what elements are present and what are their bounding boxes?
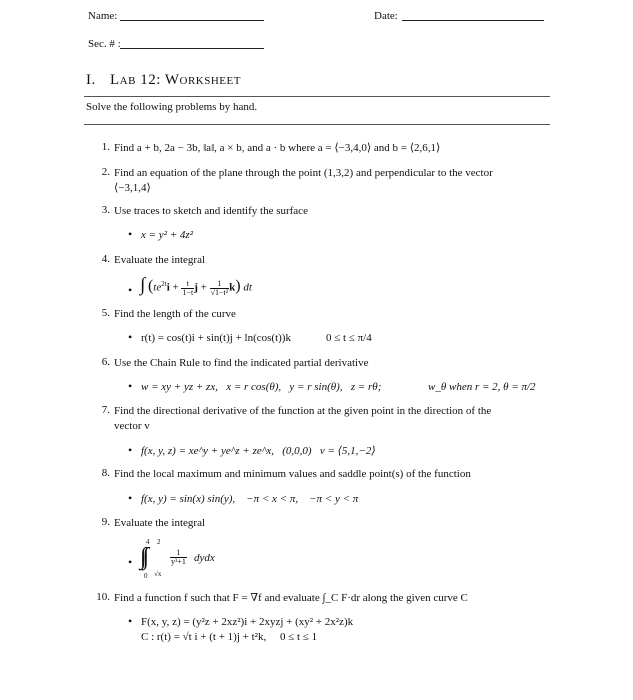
inner-lower-limit: √x <box>154 570 162 578</box>
problem-number: 4. <box>101 253 110 265</box>
problem-math-range: 0 ≤ t ≤ π/4 <box>326 332 372 344</box>
title-numeral: I. <box>86 72 96 88</box>
bullet-icon: • <box>128 491 133 505</box>
instruction-text: Solve the following problems by hand. <box>86 101 258 113</box>
title-text: Lab 12: Worksheet <box>110 72 241 88</box>
name-label: Name: <box>88 10 118 22</box>
problem-text: Evaluate the integral <box>114 517 206 529</box>
fraction: $\frac{t}{1-t}$ <box>182 278 194 297</box>
bullet-icon: • <box>128 330 133 344</box>
section-label: Sec. # : <box>88 38 121 50</box>
problem-text: Find the local maximum and minimum values and saddle point(s) of the function <box>114 468 471 480</box>
problem-text: Use the Chain Rule to find the indicated partial derivative <box>114 357 369 369</box>
integral-expression: ∫ ($te^{2t}i$ + $\frac{t}{1-t}$ j + $\frac{1}{\text{√1−t²}}$ k) dt <box>140 274 252 297</box>
outer-lower-limit: 0 <box>144 572 148 580</box>
problem-number: 6. <box>101 356 110 368</box>
problem-text: Find an equation of the plane through the point (1,3,2) and perpendicular to the vector <box>114 167 493 179</box>
problem-number: 2. <box>101 166 110 178</box>
problem-text: Evaluate the integral <box>114 254 206 266</box>
inner-upper-limit: 2 <box>157 538 161 546</box>
problem-math: x = y² + 4z² <box>141 229 193 241</box>
date-label: Date: <box>374 10 398 22</box>
problem-text-continued: ⟨−3,1,4⟩ <box>114 182 151 194</box>
outer-upper-limit: 4 <box>146 538 150 546</box>
problem-text: Find the length of the curve <box>114 308 236 320</box>
problem-number: 3. <box>101 204 110 216</box>
date-field[interactable] <box>402 10 544 21</box>
problem-text: Find a function f such that F = ∇f and evaluate ∫_C F·dr along the given curve C <box>114 592 468 604</box>
integral-sign-icon: ∫ <box>140 274 146 296</box>
section-field[interactable] <box>120 38 264 49</box>
bullet-icon: • <box>128 379 133 393</box>
double-integral-sign-icon: ∫∫ <box>140 544 146 570</box>
fraction: $\frac{1}{\text{y³+1}}$ <box>171 548 186 566</box>
problem-text: Find the directional derivative of the function at the given point in the direction of the <box>114 405 492 417</box>
differential: dydx <box>194 552 215 564</box>
problem-text: Find a + b, 2a − 3b, ‖a‖, a × b, and a · b where a = ⟨−3,4,0⟩ and b = ⟨2,6,1⟩ <box>114 142 441 154</box>
bullet-icon: • <box>128 227 133 241</box>
problem-number: 1. <box>101 141 110 153</box>
problem-number: 8. <box>101 467 110 479</box>
problem-math: r(t) = cos(t)i + sin(t)j + ln(cos(t))k <box>141 332 291 344</box>
bullet-icon: • <box>128 614 133 628</box>
problem-number: 9. <box>101 516 110 528</box>
problem-number: 7. <box>101 404 110 416</box>
bullet-icon: • <box>128 283 133 297</box>
problem-text-continued: vector v <box>114 420 150 432</box>
title-rule <box>84 96 550 97</box>
problem-math-condition: w_θ when r = 2, θ = π/2 <box>428 381 536 393</box>
bullet-icon: • <box>128 555 133 569</box>
instruction-rule <box>84 124 550 125</box>
problem-number: 10. <box>96 591 110 603</box>
problem-math: F(x, y, z) = (y²z + 2xz²)i + 2xyzj + (xy² + 2x²z)k <box>141 616 354 628</box>
name-field[interactable] <box>120 10 264 21</box>
bullet-icon: • <box>128 443 133 457</box>
problem-math: w = xy + yz + zx, x = r cos(θ), y = r sin(θ), z = rθ; <box>141 381 382 393</box>
problem-text: Use traces to sketch and identify the surface <box>114 205 308 217</box>
worksheet-title <box>86 72 241 89</box>
problem-number: 5. <box>101 307 110 319</box>
problem-math-curve: C : r(t) = √t i + (t + 1)j + t²k, 0 ≤ t ≤ 1 <box>141 631 318 643</box>
fraction: $\frac{1}{\text{√1−t²}}$ <box>210 278 229 297</box>
double-integral-expression <box>140 538 260 582</box>
problem-math: f(x, y, z) = xe^y + ye^z + ze^x, (0,0,0) v = ⟨5,1,−2⟩ <box>141 445 376 457</box>
problem-math: f(x, y) = sin(x) sin(y), −π < x < π, −π < y < π <box>141 493 359 505</box>
